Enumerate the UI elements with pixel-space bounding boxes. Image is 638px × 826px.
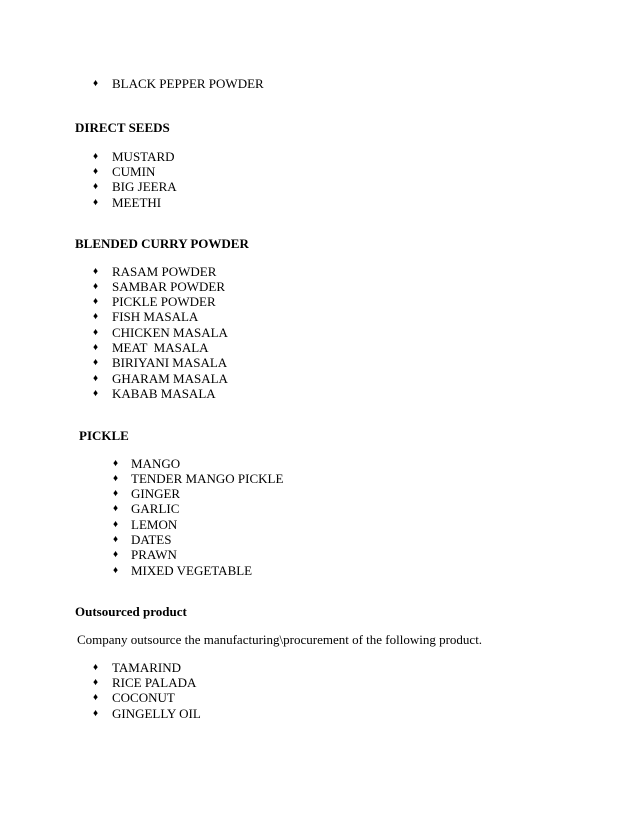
list-item: PICKLE POWDER [112,294,216,309]
list-item: RASAM POWDER [112,264,217,279]
bullet-icon: ♦ [93,708,99,719]
section-heading-pickle: PICKLE [79,428,129,443]
bullet-icon: ♦ [113,473,119,484]
bullet-icon: ♦ [113,565,119,576]
bullet-icon: ♦ [93,342,99,353]
list-item: COCONUT [112,690,175,705]
list-item: GARLIC [131,501,180,516]
bullet-icon: ♦ [93,281,99,292]
list-item: MEAT MASALA [112,340,209,355]
list-item: GINGELLY OIL [112,706,201,721]
list-item: TAMARIND [112,660,182,675]
list-item: MANGO [131,456,181,471]
list-item: MUSTARD [112,149,175,164]
list-item: TENDER MANGO PICKLE [131,471,284,486]
section-heading-blended-curry-powder: BLENDED CURRY POWDER [75,236,249,251]
bullet-icon: ♦ [93,181,99,192]
bullet-icon: ♦ [113,519,119,530]
bullet-icon: ♦ [93,677,99,688]
bullet-icon: ♦ [113,488,119,499]
bullet-icon: ♦ [113,503,119,514]
section-heading-outsourced-product: Outsourced product [75,604,187,619]
list-item: FISH MASALA [112,309,199,324]
bullet-icon: ♦ [93,357,99,368]
list-item: KABAB MASALA [112,386,216,401]
list-item: BIRIYANI MASALA [112,355,228,370]
list-item: GHARAM MASALA [112,371,228,386]
list-item: GINGER [131,486,181,501]
bullet-icon: ♦ [93,151,99,162]
bullet-icon: ♦ [93,311,99,322]
bullet-icon: ♦ [93,197,99,208]
list-item: MEETHI [112,195,162,210]
list-item: MIXED VEGETABLE [131,563,253,578]
bullet-icon: ♦ [93,296,99,307]
section-heading-direct-seeds: DIRECT SEEDS [75,120,170,135]
bullet-icon: ♦ [113,534,119,545]
bullet-icon: ♦ [113,458,119,469]
section-description: Company outsource the manufacturing\procurement of the following product. [77,632,483,647]
list-item: SAMBAR POWDER [112,279,226,294]
bullet-icon: ♦ [93,78,99,89]
bullet-icon: ♦ [93,388,99,399]
list-item: BIG JEERA [112,179,177,194]
bullet-icon: ♦ [93,373,99,384]
list-item: DATES [131,532,172,547]
list-item: CUMIN [112,164,156,179]
bullet-icon: ♦ [93,266,99,277]
list-item: PRAWN [131,547,177,562]
list-item: BLACK PEPPER POWDER [112,76,264,91]
bullet-icon: ♦ [93,166,99,177]
list-item: RICE PALADA [112,675,197,690]
bullet-icon: ♦ [93,692,99,703]
bullet-icon: ♦ [93,662,99,673]
bullet-icon: ♦ [113,549,119,560]
list-item: CHICKEN MASALA [112,325,228,340]
list-item: LEMON [131,517,178,532]
bullet-icon: ♦ [93,327,99,338]
